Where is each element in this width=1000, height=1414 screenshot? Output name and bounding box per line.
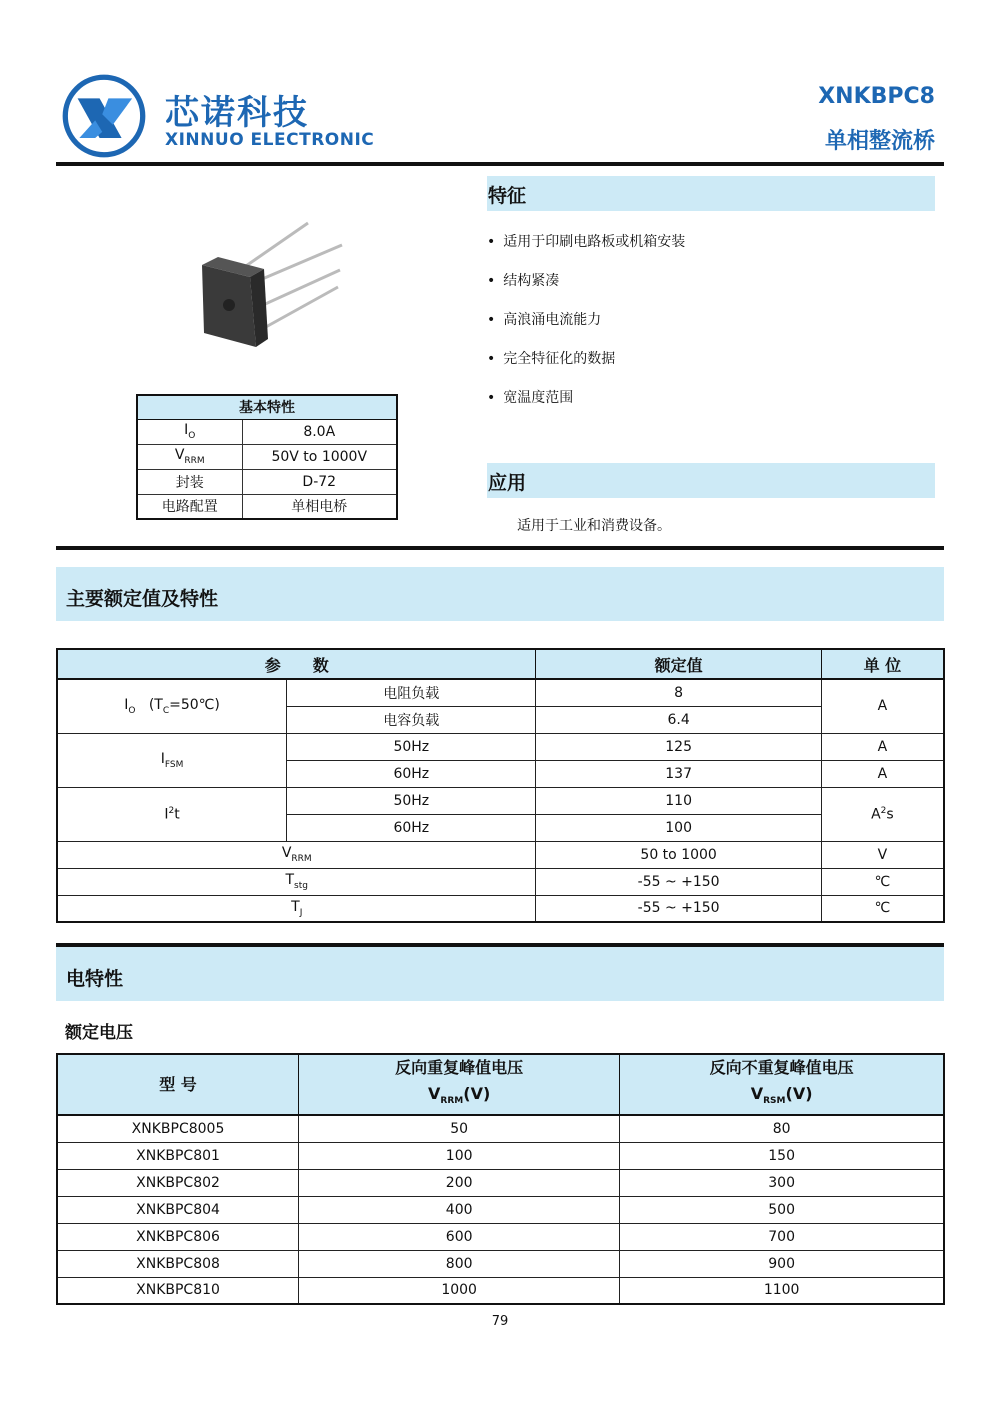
voltage-col-vrsm: 反向不重复峰值电压 $V_{RSM}(V)$ [620, 1054, 944, 1115]
basic-table-title: 基本特性 [137, 395, 397, 419]
ratings-param-io: $I_O$ $(T_C=50℃)$ [57, 679, 287, 733]
ratings-value: 6.4 [536, 706, 821, 733]
ratings-unit: A [821, 760, 944, 787]
feature-item: • 结构紧凑 [487, 270, 685, 309]
ratings-unit: V [821, 841, 944, 868]
ratings-param-tstg: $T_{stg}$ [57, 868, 536, 895]
ratings-param-i2t: $I^2t$ [57, 787, 287, 841]
table-row: XNKBPC804 400 500 [57, 1196, 944, 1223]
ratings-value: 50 to 1000 [536, 841, 821, 868]
ratings-cond: 50Hz [287, 787, 536, 814]
ratings-cond: 60Hz [287, 760, 536, 787]
voltage-table [56, 1053, 945, 1305]
rated-voltage-heading: 额定电压 [65, 1023, 133, 1043]
ratings-table [56, 648, 945, 923]
brand-name-cn: 芯诺科技 [165, 93, 309, 133]
ratings-param-vrrm: $V_{RRM}$ [57, 841, 536, 868]
ratings-unit: ℃ [821, 868, 944, 895]
voltage-col-vrrm: 反向重复峰值电压 $V_{RRM}(V)$ [299, 1054, 620, 1115]
basic-key-circuit: 电路配置 [137, 494, 242, 519]
application-heading: 应用 [487, 463, 935, 498]
features-list [487, 231, 685, 426]
ratings-col-unit: 单 位 [821, 649, 944, 679]
page-number: 79 [491, 1314, 509, 1329]
product-photo [190, 215, 360, 360]
basic-key-io: $I_O$ [137, 419, 242, 444]
ratings-unit: ℃ [821, 895, 944, 922]
basic-key-package: 封装 [137, 469, 242, 494]
table-row: XNKBPC808 800 900 [57, 1250, 944, 1277]
section-divider [56, 546, 944, 550]
table-row: XNKBPC806 600 700 [57, 1223, 944, 1250]
ratings-heading: 主要额定值及特性 [56, 567, 944, 621]
voltage-col-model: 型 号 [57, 1054, 299, 1115]
electrical-heading: 电特性 [56, 947, 944, 1001]
basic-value-vrrm: 50V to 1000V [242, 444, 397, 469]
basic-value-circuit: 单相电桥 [242, 494, 397, 519]
ratings-unit: $A^2s$ [821, 787, 944, 841]
ratings-cond: 电阻负载 [287, 679, 536, 706]
feature-item: • 高浪涌电流能力 [487, 309, 685, 348]
ratings-value: 137 [536, 760, 821, 787]
ratings-cond: 60Hz [287, 814, 536, 841]
brand-name-en: XINNUO ELECTRONIC [165, 130, 375, 150]
table-row: XNKBPC8005 50 80 [57, 1115, 944, 1142]
basic-key-vrrm: $V_{RRM}$ [137, 444, 242, 469]
ratings-value: 8 [536, 679, 821, 706]
header-divider [56, 162, 944, 166]
table-row: XNKBPC810 1000 1100 [57, 1277, 944, 1304]
ratings-cond: 50Hz [287, 733, 536, 760]
table-row: XNKBPC802 200 300 [57, 1169, 944, 1196]
feature-item: • 适用于印刷电路板或机箱安装 [487, 231, 685, 270]
ratings-unit: A [821, 733, 944, 760]
feature-item: • 宽温度范围 [487, 387, 685, 426]
ratings-col-param: 参 数 [57, 649, 536, 679]
ratings-value: -55 ~ +150 [536, 868, 821, 895]
basic-characteristics-table [136, 394, 398, 520]
feature-item: • 完全特征化的数据 [487, 348, 685, 387]
model-title: XNKBPC8 [818, 84, 935, 109]
model-subtitle: 单相整流桥 [824, 129, 935, 154]
ratings-value: 125 [536, 733, 821, 760]
ratings-cond: 电容负载 [287, 706, 536, 733]
ratings-value: 110 [536, 787, 821, 814]
features-heading: 特征 [487, 176, 935, 211]
ratings-col-value: 额定值 [536, 649, 821, 679]
company-logo-icon [60, 72, 148, 160]
ratings-value: -55 ~ +150 [536, 895, 821, 922]
ratings-value: 100 [536, 814, 821, 841]
table-row: XNKBPC801 100 150 [57, 1142, 944, 1169]
ratings-param-ifsm: $I_{FSM}$ [57, 733, 287, 787]
ratings-param-tj: $T_J$ [57, 895, 536, 922]
application-text: 适用于工业和消费设备。 [517, 518, 671, 534]
ratings-unit: A [821, 679, 944, 733]
basic-value-package: D-72 [242, 469, 397, 494]
basic-value-io: 8.0A [242, 419, 397, 444]
